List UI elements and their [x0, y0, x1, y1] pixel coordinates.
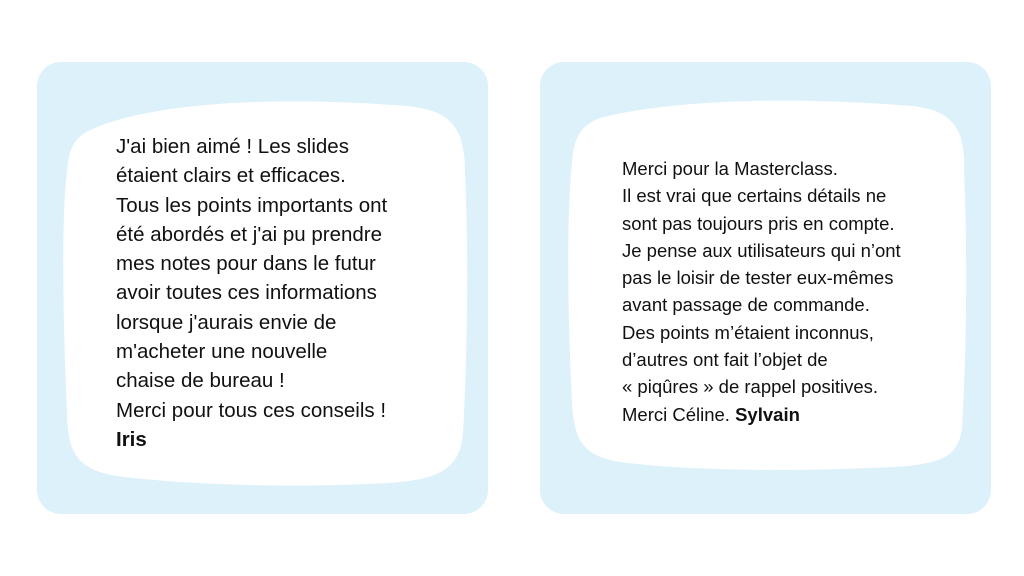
testimonial-line: J'ai bien aimé ! Les slides — [116, 135, 349, 158]
testimonial-card-iris — [37, 62, 488, 514]
testimonial-line: pas le loisir de tester eux-mêmes — [622, 267, 894, 289]
testimonial-line: Merci pour la Masterclass. — [622, 158, 838, 179]
testimonial-line: d’autres ont fait l’objet de — [622, 349, 828, 371]
testimonial-closing: Merci Céline. — [622, 403, 730, 425]
testimonial-line: Je pense aux utilisateurs qui n’ont — [622, 239, 901, 261]
testimonial-line: m'acheter une nouvelle — [116, 340, 328, 364]
testimonial-line: avoir toutes ces informations — [116, 281, 377, 305]
testimonial-line: Il est vrai que certains détails ne — [622, 185, 887, 207]
testimonial-card-sylvain — [540, 62, 991, 514]
testimonial-line: Des points m’étaient inconnus, — [622, 321, 874, 343]
testimonial-line: chaise de bureau ! — [116, 369, 285, 393]
testimonial-author: Sylvain — [735, 403, 800, 425]
testimonial-line: « piqûres » de rappel positives. — [622, 376, 879, 398]
testimonial-closing-line — [622, 401, 967, 428]
testimonial-line: sont pas toujours pris en compte. — [622, 212, 895, 234]
testimonial-text — [622, 155, 967, 428]
testimonial-line: mes notes pour dans le futur — [116, 252, 376, 276]
testimonial-line: Tous les points importants ont — [116, 193, 388, 217]
testimonial-line: étaient clairs et efficaces. — [116, 164, 346, 188]
testimonial-line: avant passage de commande. — [622, 294, 870, 316]
testimonial-line: été abordés et j'ai pu prendre — [116, 222, 383, 246]
testimonial-line: Merci pour tous ces conseils ! — [116, 398, 387, 422]
testimonial-author: Iris — [116, 427, 147, 451]
testimonial-line: lorsque j'aurais envie de — [116, 310, 337, 334]
testimonial-text — [116, 132, 456, 454]
